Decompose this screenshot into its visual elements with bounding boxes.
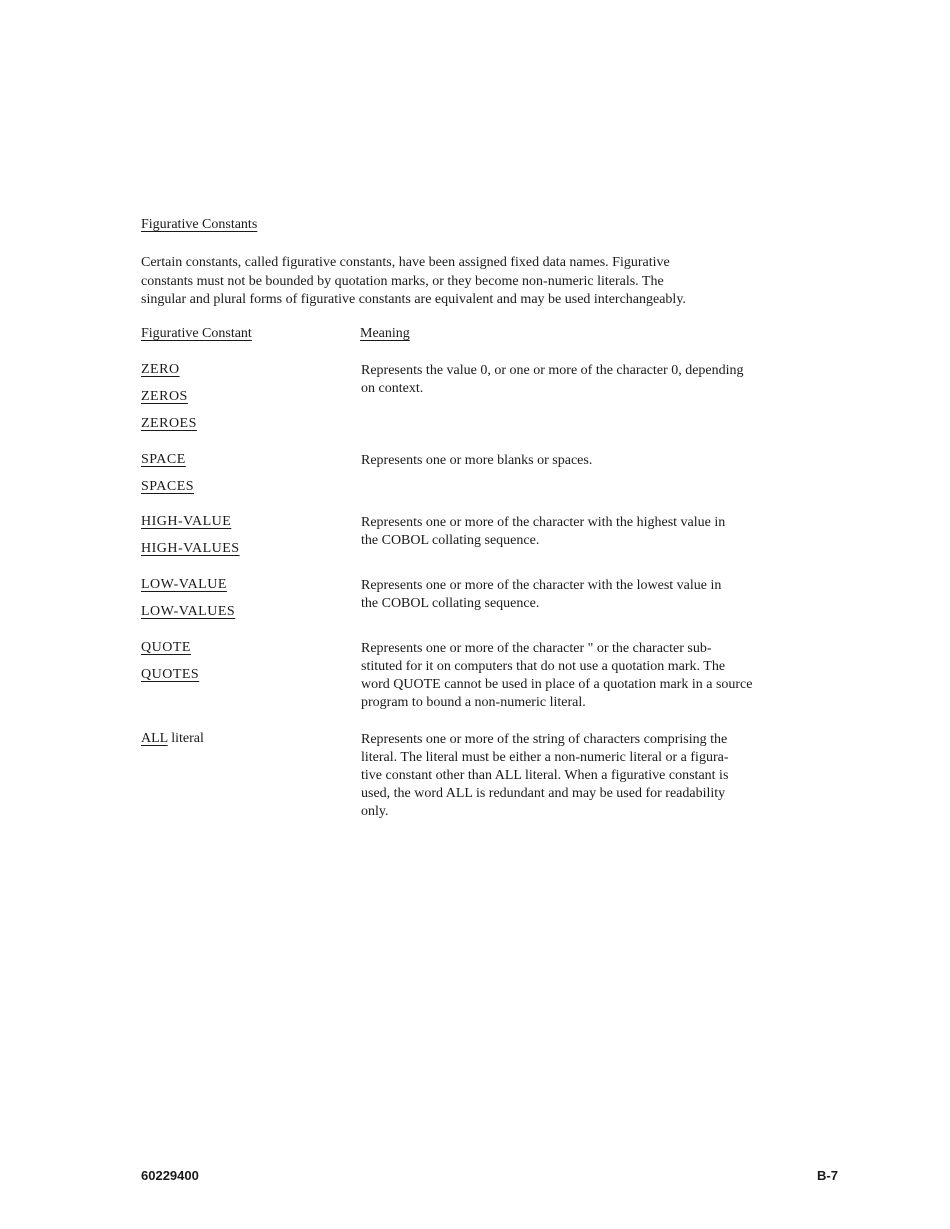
constant-meaning	[361, 362, 861, 398]
term-suffix: literal	[167, 731, 204, 746]
constant-term: SPACES	[141, 479, 195, 494]
intro-paragraph	[141, 254, 841, 310]
constant-term	[141, 731, 204, 747]
constant-term: LOW-VALUE	[141, 577, 227, 592]
meaning-line: tive constant other than ALL literal. When a figurative constant is	[361, 768, 729, 783]
constant-term: HIGH-VALUE	[141, 514, 232, 529]
constant-meaning	[361, 514, 861, 550]
meaning-line: word QUOTE cannot be used in place of a quotation mark in a source	[361, 677, 753, 692]
constant-meaning	[361, 731, 861, 821]
meaning-line: program to bound a non-numeric literal.	[361, 695, 586, 710]
term-keyword: ALL	[141, 731, 168, 746]
meaning-line: Represents one or more of the character with the lowest value in	[361, 578, 722, 593]
meaning-line: Represents one or more blanks or spaces.	[361, 453, 593, 468]
meaning-line: the COBOL collating sequence.	[361, 596, 540, 611]
constant-term: QUOTES	[141, 667, 200, 682]
meaning-line: used, the word ALL is redundant and may be used for readability	[361, 786, 726, 801]
meaning-line: Represents one or more of the character " or the character sub-	[361, 641, 712, 656]
document-number: 60229400	[141, 1168, 199, 1183]
intro-line: constants must not be bounded by quotation marks, or they become non-numeric literals. The	[141, 273, 664, 289]
section-title: Figurative Constants	[141, 217, 258, 232]
column-header-meaning: Meaning	[360, 326, 410, 341]
constant-meaning	[361, 640, 861, 712]
constant-term: LOW-VALUES	[141, 604, 236, 619]
meaning-line: on context.	[361, 381, 424, 396]
constant-term: SPACE	[141, 452, 186, 467]
meaning-line: stituted for it on computers that do not use a quotation mark. The	[361, 659, 726, 674]
constant-meaning	[361, 452, 861, 470]
intro-line: Certain constants, called figurative constants, have been assigned fixed data names. Figurative	[141, 255, 670, 270]
constant-term: HIGH-VALUES	[141, 541, 240, 556]
meaning-line: literal. The literal must be either a non-numeric literal or a figura-	[361, 750, 729, 765]
meaning-line: the COBOL collating sequence.	[361, 533, 540, 548]
meaning-line: Represents one or more of the string of characters comprising the	[361, 732, 728, 747]
constant-term: ZEROS	[141, 389, 188, 404]
constant-term: QUOTE	[141, 640, 191, 655]
constant-term: ZEROES	[141, 416, 197, 431]
page-number: B-7	[817, 1168, 838, 1183]
column-header-constant: Figurative Constant	[141, 326, 252, 341]
meaning-line: Represents one or more of the character with the highest value in	[361, 515, 726, 530]
meaning-line: only.	[361, 804, 389, 819]
constant-term: ZERO	[141, 362, 180, 377]
constant-meaning	[361, 577, 861, 613]
meaning-line: Represents the value 0, or one or more of the character 0, depending	[361, 363, 744, 378]
intro-line: singular and plural forms of figurative constants are equivalent and may be used interchangeably.	[141, 292, 686, 307]
